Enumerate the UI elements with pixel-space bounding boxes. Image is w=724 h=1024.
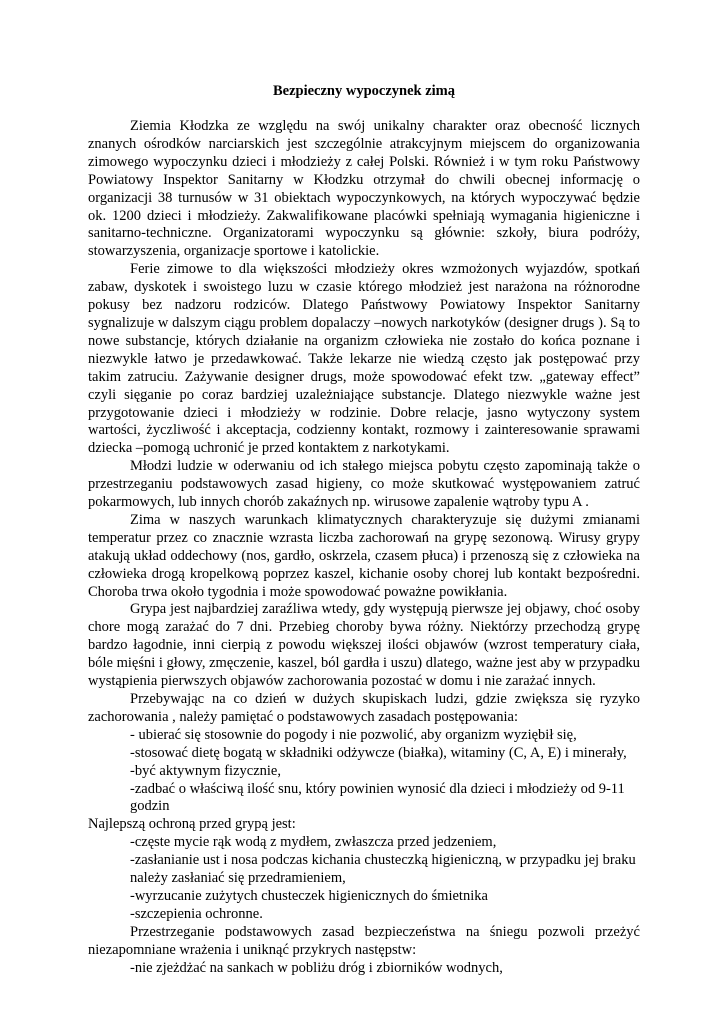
list-item: -wyrzucanie zużytych chusteczek higienicznych do śmietnika [130, 887, 488, 904]
list-item: -nie zjeżdżać na sankach w pobliżu dróg i zbiorników wodnych, [130, 959, 503, 976]
flu-protection-list [88, 834, 640, 924]
paragraph-winter-break: Ferie zimowe to dla większości młodzieży okres wzmożonych wyjazdów, spotkań zabaw, dyskotek i swoistego luzu w czasie którego młodzież jest narażona na różnorodne pokusy bez nadzoru rodziców. Dlatego Państwowy Powiatowy Inspektor Sanitarny sygnalizuje w dalszym ciągu problem dopalaczy –nowych narkotyków (designer drugs ). Są to nowe substancje, których działanie na organizm człowieka nie zostało do końca poznane i niezwykle łatwo je przedawkować. Także lekarze nie wiedzą często jak postępować przy takim zatruciu. Zażywanie designer drugs, może spowodować efekt tzw. „gateway effect” czyli sięganie po coraz bardziej uzależniające substancje. Dlatego niezwykle ważne jest przygotowanie dzieci i młodzieży w rodzinie. Dobre relacje, jasno wytyczony system wartości, życzliwość i akceptacja, codzienny kontakt, rozmowy i zainteresowanie sprawami dziecka –pomogą uchronić je przed kontaktem z narkotykami. [88, 261, 640, 457]
list-item: -stosować dietę bogatą w składniki odżywcze (białka), witaminy (C, A, E) i minerały, [130, 744, 627, 761]
paragraph-hygiene: Młodzi ludzie w oderwaniu od ich stałego miejsca pobytu często zapominają także o przestrzeganiu podstawowych zasad higieny, co może skutkować występowaniem zatruć pokarmowych, lub innych chorób zakaźnych np. wirusowe zapalenie wątroby typu A . [88, 458, 640, 511]
paragraph-flu-season: Zima w naszych warunkach klimatycznych charakteryzuje się dużymi zmianami temperatur przez co znacznie wzrasta liczba zachorowań na grypę sezonową. Wirusy grypy atakują układ oddechowy (nos, gardło, oskrzela, czasem płuca) i przenoszą się z człowieka na człowieka drogą kropelkową poprzez kaszel, kichanie osoby chorej lub kontakt bezpośredni. Choroba trwa około tygodnia i może spowodować poważne powikłania. [88, 511, 640, 600]
document-title: Bezpieczny wypoczynek zimą [272, 83, 456, 99]
list-item: -zasłanianie ust i nosa podczas kichania chusteczką higieniczną, w przypadku jej braku należy zasłaniać się przedramieniem, [130, 852, 636, 887]
list-item: -być aktywnym fizycznie, [130, 762, 281, 779]
list-item: -zadbać o właściwą ilość snu, który powinien wynosić dla dzieci i młodzieży od 9-11 godzin [130, 780, 625, 815]
list-item: - ubierać się stosownie do pogody i nie pozwolić, aby organizm wyziębił się, [130, 726, 577, 743]
rules-list [88, 727, 640, 817]
paragraph-flu-contagion: Grypa jest najbardziej zaraźliwa wtedy, gdy występują pierwsze jej objawy, choć osoby chore mogą zarażać do 7 dni. Przebieg choroby bywa różny. Niektórzy przechodzą grypę bardzo łagodnie, inni cierpią z powodu większej ilości objawów (wzrost temperatury ciała, bóle mięśni i głowy, zmęczenie, kaszel, ból gardła i uszu) dlatego, ważne jest aby w przypadku wystąpienia pierwszych objawów zachorowania pozostać w domu i nie zarażać innych. [88, 601, 640, 690]
paragraph-snow-safety: Przestrzeganie podstawowych zasad bezpieczeństwa na śniegu pozwoli przeżyć niezapomniane wrażenia i uniknąć przykrych następstw: [88, 923, 640, 958]
snow-safety-list [88, 960, 640, 978]
list-item: -częste mycie rąk wodą z mydłem, zwłaszcza przed jedzeniem, [130, 834, 497, 851]
flu-protection-heading: Najlepszą ochroną przed grypą jest: [88, 816, 296, 833]
paragraph-rules-intro: Przebywając na co dzień w dużych skupiskach ludzi, gdzie zwiększa się ryzyko zachorowania , należy pamiętać o podstawowych zasadach postępowania: [88, 691, 640, 725]
list-item: -szczepienia ochronne. [130, 905, 263, 922]
paragraph-intro: Ziemia Kłodzka ze względu na swój unikalny charakter oraz obecność licznych znanych ośrodków narciarskich jest szczególnie atrakcyjnym miejscem do organizowania zimowego wypoczynku dzieci i młodzieży z całej Polski. Również i w tym roku Państwowy Powiatowy Inspektor Sanitarny w Kłodzku otrzymał do chwili obecnej informację o organizacji 38 turnusów w 31 obiektach wypoczynkowych, na których wypoczywać będzie ok. 1200 dzieci i młodzieży. Zakwalifikowane placówki spełniają wymagania higieniczne i sanitarno-techniczne. Organizatorami wypoczynku są głównie: szkoły, biura podróży, stowarzyszenia, organizacje sportowe i katolickie. [88, 118, 640, 260]
